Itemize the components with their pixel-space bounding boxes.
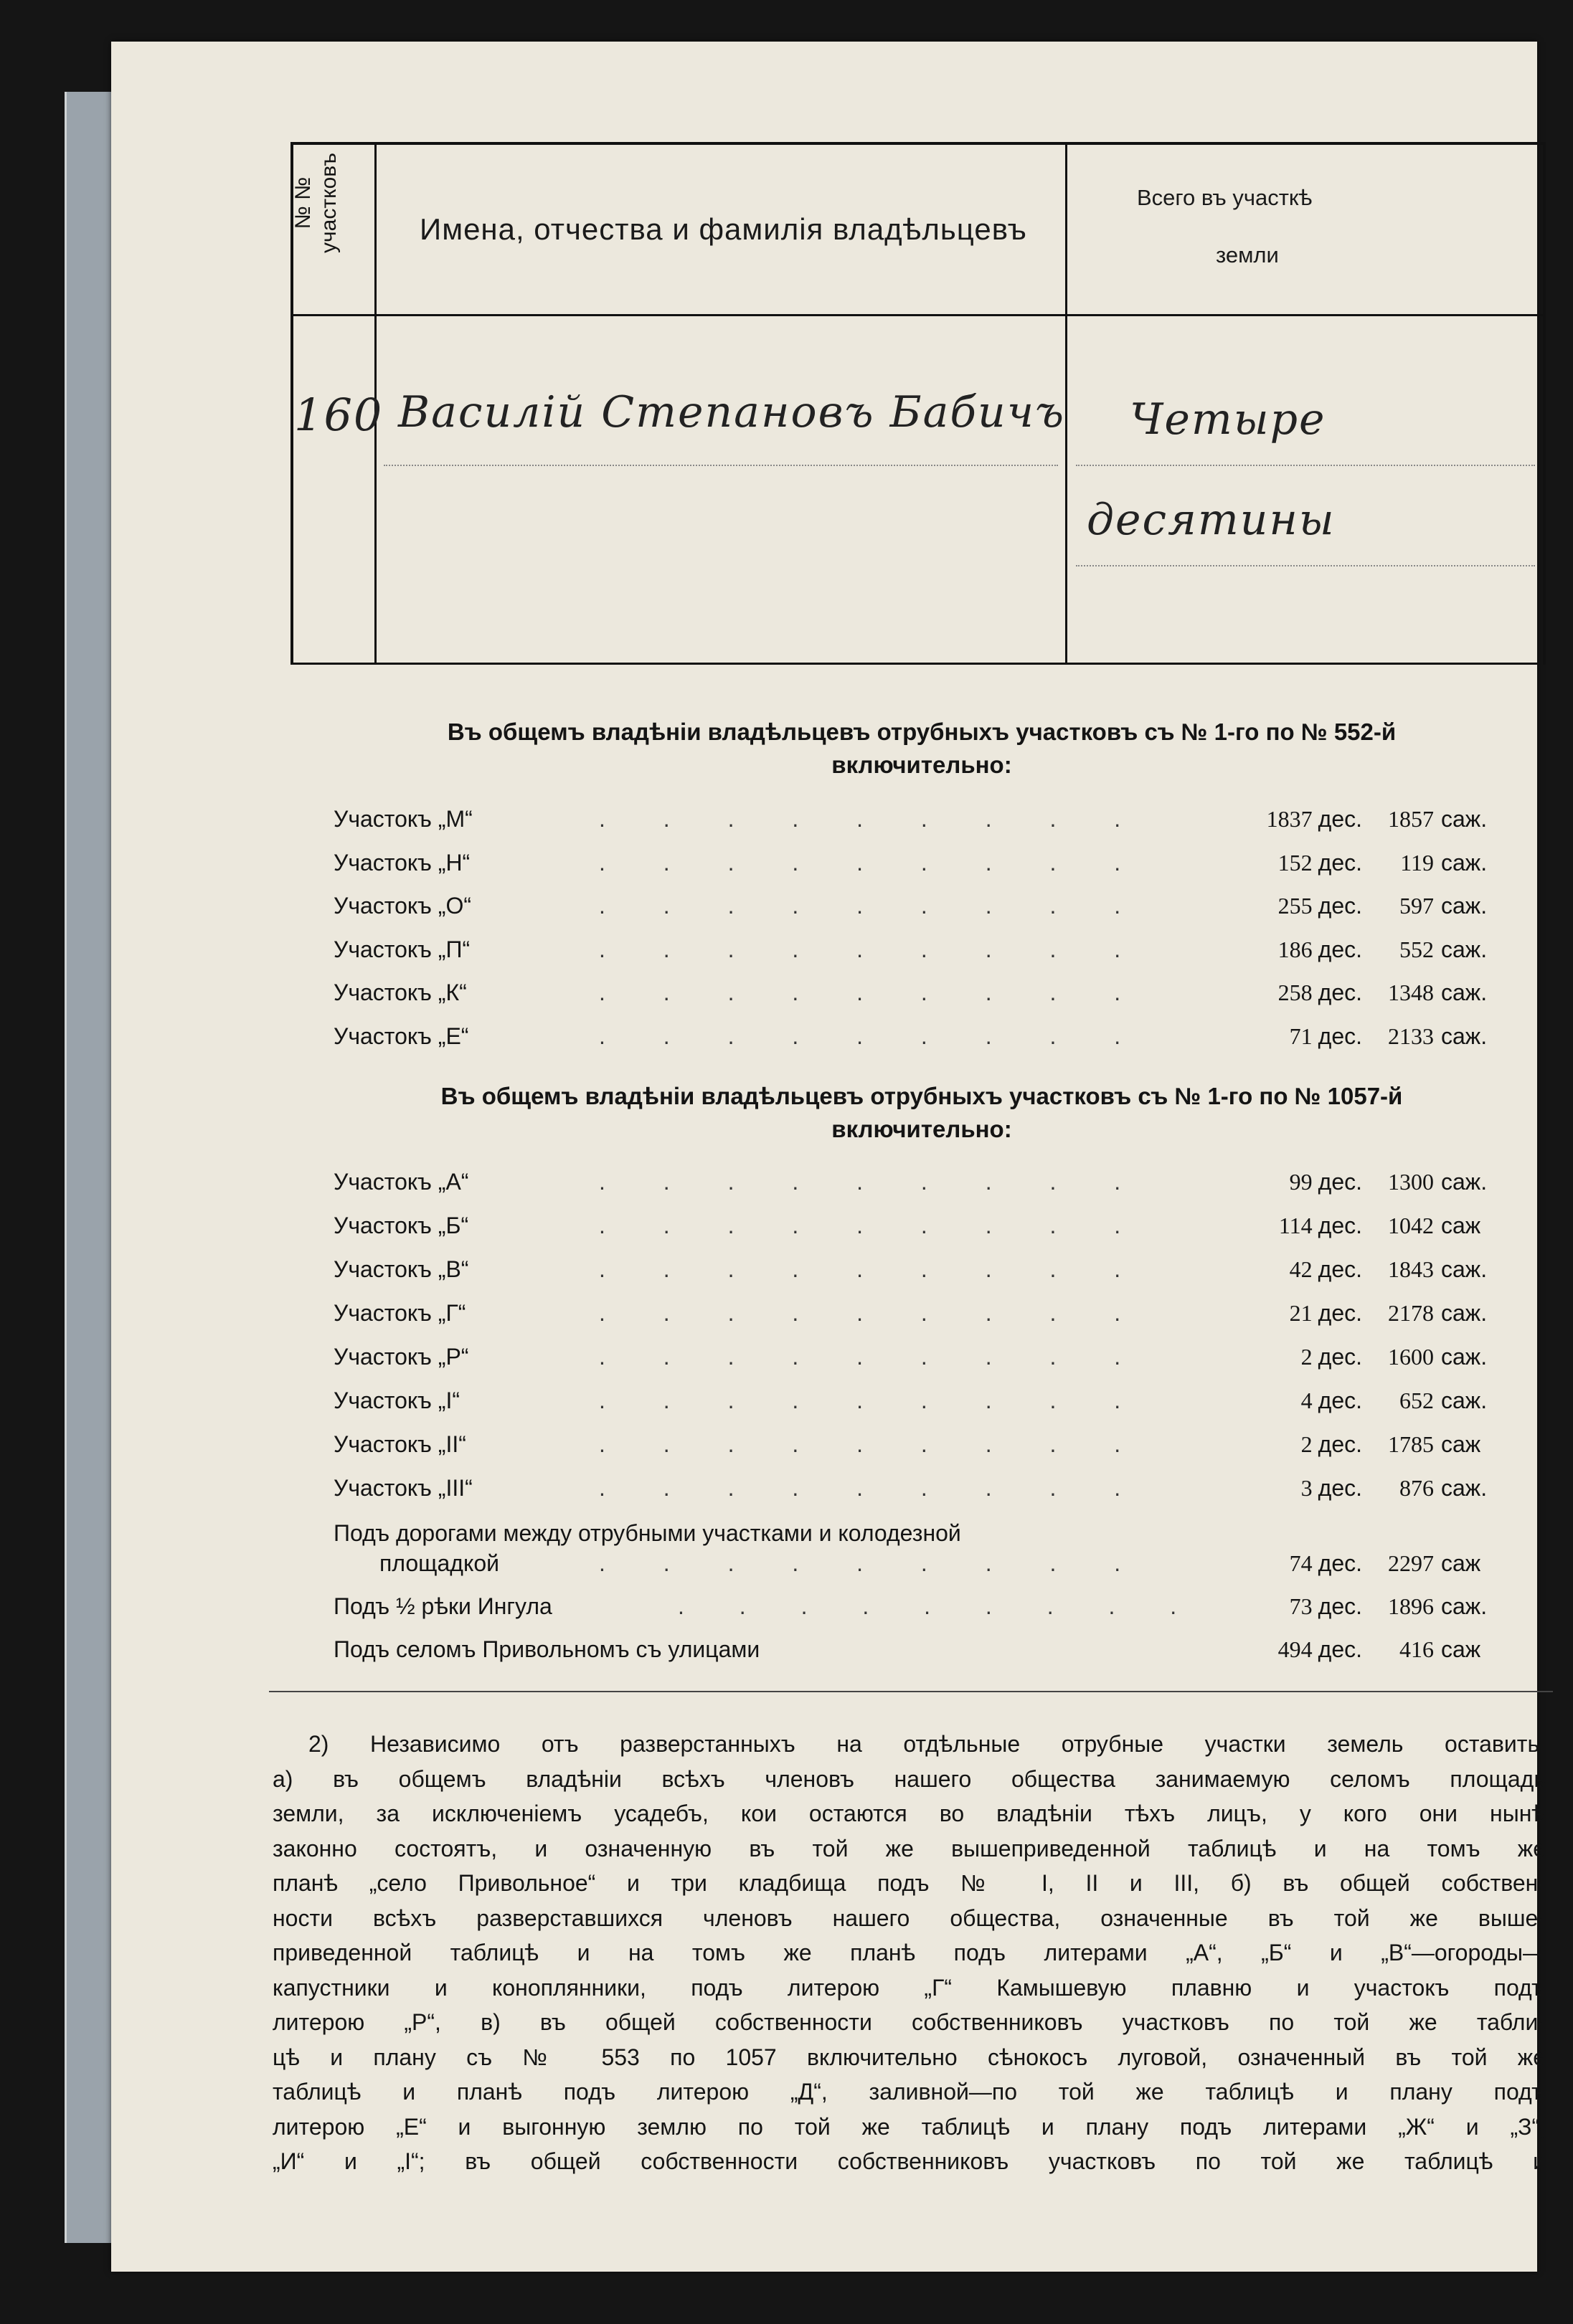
paragraph-line: приведенной таблицѣ и на томъ же планѣ подъ литерами „А“, „Б“ и „В“—огороды— — [273, 1940, 1546, 1965]
area-des: 114 — [1278, 1213, 1313, 1238]
leader-dots: . . . . . . . . . — [599, 1300, 1147, 1326]
leader-dots: . . . . . . . . . — [599, 1475, 1147, 1501]
area-sazh-unit: саж. — [1441, 1023, 1488, 1049]
area-sazh-unit: саж. — [1441, 893, 1488, 919]
area-row-label: Участокъ „III“ — [334, 1475, 473, 1501]
roads-label-line2: площадкой — [379, 1550, 499, 1576]
area-row-label: Участокъ „К“ — [334, 980, 467, 1005]
area-des-unit: дес. — [1318, 1344, 1362, 1370]
area-sazh: 2178 — [1388, 1300, 1434, 1326]
area-sazh-unit: саж. — [1441, 980, 1488, 1005]
area-des: 2 — [1300, 1431, 1313, 1457]
area-row — [334, 1344, 1496, 1378]
column-header-total-line2: земли — [1216, 242, 1279, 267]
area-des: 21 — [1289, 1300, 1313, 1326]
river-label: Подъ ½ рѣки Ингула — [334, 1593, 552, 1619]
area-des-unit: дес. — [1318, 893, 1362, 919]
leader-dots: . . . . . . . . . — [599, 1431, 1147, 1457]
area-row — [334, 1300, 1496, 1334]
roads-des: 74 — [1289, 1550, 1313, 1576]
table-bottom-border — [290, 663, 1539, 665]
leader-dots: . . . . . . . . . — [599, 806, 1147, 832]
area-value — [1248, 1300, 1496, 1327]
leader-dots: . . . . . . . . . — [599, 893, 1147, 919]
roads-des-unit: дес. — [1318, 1550, 1362, 1576]
area-row — [334, 980, 1496, 1014]
column-header-names: Имена, отчества и фамилія владѣльцевъ — [420, 212, 1027, 246]
area-sazh-unit: саж. — [1441, 936, 1488, 962]
village-sazh: 416 — [1399, 1636, 1434, 1662]
leader-dots: . . . . . . . . . — [599, 980, 1147, 1005]
area-sazh-unit: саж. — [1441, 1169, 1488, 1195]
entry-area-line1: Четыре — [1130, 394, 1326, 445]
section1-title: Въ общемъ владѣніи владѣльцевъ отрубныхъ участковъ съ № 1-го по № 552-й включительно: — [447, 718, 1397, 778]
area-sazh: 876 — [1399, 1475, 1434, 1501]
area-sazh-unit: саж. — [1441, 849, 1488, 876]
area-sazh-unit: саж — [1441, 1431, 1481, 1457]
column-header-number: № № участковъ — [291, 153, 341, 253]
area-sazh-unit: саж. — [1441, 1256, 1488, 1282]
area-value — [1248, 1431, 1496, 1458]
area-sazh-unit: саж. — [1441, 1475, 1488, 1501]
leader-dots: . . . . . . . . . — [599, 936, 1147, 962]
area-sazh-unit: саж — [1441, 1213, 1481, 1238]
area-value — [1248, 893, 1496, 919]
area-des: 99 — [1289, 1169, 1313, 1195]
area-des: 2 — [1300, 1344, 1313, 1370]
area-des: 258 — [1277, 980, 1313, 1005]
village-row — [334, 1636, 1496, 1671]
area-des-unit: дес. — [1318, 936, 1362, 962]
area-row — [334, 1213, 1496, 1247]
river-row — [334, 1593, 1496, 1628]
river-des-unit: дес. — [1318, 1593, 1362, 1619]
entry-number: 160 — [294, 389, 384, 441]
river-dots: . . . . . . . . . — [678, 1593, 1201, 1619]
area-row-label: Участокъ „Е“ — [334, 1023, 469, 1049]
area-row-label: Участокъ „М“ — [334, 806, 473, 832]
roads-dots: . . . . . . . . . — [599, 1550, 1147, 1576]
area-row — [334, 1475, 1496, 1509]
paragraph-line: литерою „Р“, в) въ общей собственности собственниковъ участковъ по той же табли- — [273, 2009, 1546, 2035]
area-row — [334, 850, 1496, 884]
leader-dots: . . . . . . . . . — [599, 1023, 1147, 1049]
area-value — [1248, 1256, 1496, 1283]
entry-dotted-line-3 — [1076, 565, 1535, 566]
leader-dots: . . . . . . . . . — [599, 1256, 1147, 1282]
area-des-unit: дес. — [1318, 980, 1362, 1005]
area-sazh-unit: саж. — [1441, 806, 1488, 832]
area-sazh: 1042 — [1388, 1213, 1434, 1238]
area-value — [1248, 936, 1496, 963]
area-des-unit: дес. — [1318, 849, 1362, 876]
area-value — [1248, 806, 1496, 833]
paragraph-line: цѣ и плану съ № 553 по 1057 включительно сѣнокосъ луговой, означенный въ той же — [273, 2044, 1546, 2070]
leader-dots: . . . . . . . . . — [599, 1388, 1147, 1413]
area-value — [1248, 1023, 1496, 1050]
area-des: 71 — [1289, 1023, 1313, 1049]
village-label: Подъ селомъ Привольномъ съ улицами — [334, 1636, 760, 1662]
area-sazh: 597 — [1399, 893, 1434, 919]
table-right-border — [1543, 142, 1546, 665]
area-des-unit: дес. — [1318, 1023, 1362, 1049]
paragraph-line: таблицѣ и планѣ подъ литерою „Д“, заливной—по той же таблицѣ и плану подъ — [273, 2079, 1546, 2105]
area-des-unit: дес. — [1318, 1475, 1362, 1501]
paragraph-line: ности всѣхъ разверставшихся членовъ нашего общества, означенные въ той же выше- — [273, 1905, 1546, 1931]
village-sazh-unit: саж — [1441, 1636, 1481, 1662]
leader-dots: . . . . . . . . . — [599, 849, 1147, 876]
entry-dotted-line-2 — [1076, 465, 1535, 466]
village-des: 494 — [1277, 1636, 1313, 1662]
river-sazh-unit: саж. — [1441, 1593, 1488, 1619]
paragraph-line: „И“ и „І“; въ общей собственности собственниковъ участковъ по той же таблицѣ и — [273, 2148, 1546, 2174]
area-sazh: 1600 — [1388, 1344, 1434, 1370]
river-sazh: 1896 — [1388, 1593, 1434, 1619]
paragraph-line: капустники и коноплянники, подъ литерою „Г“ Камышевую плавню и участокъ подъ — [273, 1974, 1546, 2001]
table-col-divider-2 — [1065, 142, 1067, 665]
area-row — [334, 1256, 1496, 1291]
area-row-label: Участокъ „П“ — [334, 936, 471, 962]
area-value — [1248, 980, 1496, 1006]
leader-dots: . . . . . . . . . — [599, 1213, 1147, 1238]
area-des-unit: дес. — [1318, 1388, 1362, 1413]
village-des-unit: дес. — [1318, 1636, 1362, 1662]
area-des: 3 — [1300, 1475, 1313, 1501]
area-value — [1248, 1475, 1496, 1502]
roads-sazh-unit: саж — [1441, 1550, 1481, 1576]
area-row-label: Участокъ „Г“ — [334, 1300, 466, 1326]
leader-dots: . . . . . . . . . — [599, 1344, 1147, 1370]
area-sazh: 652 — [1399, 1388, 1434, 1413]
paragraph-line: законно состоятъ, и означенную въ той же вышеприведенной таблицѣ и на томъ же — [273, 1835, 1546, 1861]
area-des-unit: дес. — [1318, 1169, 1362, 1195]
roads-row — [334, 1520, 1496, 1585]
area-sazh: 1857 — [1388, 806, 1434, 832]
area-row-label: Участокъ „А“ — [334, 1169, 469, 1195]
roads-label-line1: Подъ дорогами между отрубными участками и колодезной — [334, 1520, 961, 1546]
area-row — [334, 1431, 1496, 1466]
area-des-unit: дес. — [1318, 1213, 1362, 1238]
paragraph-line: а) въ общемъ владѣніи всѣхъ членовъ нашего общества занимаемую селомъ площадь — [273, 1765, 1546, 1792]
area-des-unit: дес. — [1318, 1431, 1362, 1457]
area-row-label: Участокъ „Н“ — [334, 849, 471, 876]
area-des: 255 — [1277, 893, 1313, 919]
table-header-divider — [290, 314, 1546, 316]
area-sazh-unit: саж. — [1441, 1300, 1488, 1326]
area-des: 186 — [1277, 936, 1313, 962]
area-row-label: Участокъ „Р“ — [334, 1344, 469, 1370]
document-page — [111, 42, 1546, 2272]
section2-title: Въ общемъ владѣніи владѣльцевъ отрубныхъ участковъ съ № 1-го по № 1057-й включительно: — [440, 1083, 1403, 1142]
river-area — [1248, 1593, 1496, 1620]
area-sazh: 119 — [1400, 849, 1434, 876]
entry-dotted-line-1 — [384, 465, 1058, 466]
area-value — [1248, 850, 1496, 876]
entry-area-line2: десятины — [1087, 495, 1336, 545]
area-row — [334, 806, 1496, 840]
area-value — [1248, 1388, 1496, 1414]
paragraph-line: литерою „Е“ и выгонную землю по той же таблицѣ и плану подъ литерами „Ж“ и „З“, — [273, 2113, 1546, 2140]
area-row — [334, 1388, 1496, 1422]
area-sazh: 552 — [1399, 936, 1434, 962]
area-row — [334, 893, 1496, 927]
area-row — [334, 1023, 1496, 1058]
village-area — [1248, 1636, 1496, 1663]
body-paragraph — [273, 1727, 1546, 2179]
area-row-label: Участокъ „В“ — [334, 1256, 469, 1282]
area-row-label: Участокъ „II“ — [334, 1431, 466, 1457]
area-sazh-unit: саж. — [1441, 1344, 1488, 1370]
roads-area — [1248, 1550, 1496, 1577]
area-row — [334, 1169, 1496, 1203]
area-row-label: Участокъ „I“ — [334, 1388, 460, 1413]
area-des: 1837 — [1266, 806, 1313, 832]
area-sazh: 2133 — [1388, 1023, 1434, 1049]
entry-owner-name: Василій Степановъ Бабичъ — [398, 387, 1066, 437]
roads-sazh: 2297 — [1388, 1550, 1434, 1576]
paragraph-line: земли, за исключеніемъ усадебъ, кои остаются во владѣніи тѣхъ лицъ, у кого они нынѣ — [273, 1801, 1546, 1826]
column-header-total-line1: Всего въ участкѣ — [1137, 185, 1313, 210]
paragraph-line: планѣ „село Привольное“ и три кладбища подъ № I, II и III, б) въ общей собствен- — [273, 1870, 1546, 1896]
area-row-label: Участокъ „О“ — [334, 893, 471, 919]
area-row — [334, 936, 1496, 971]
area-value — [1248, 1344, 1496, 1370]
area-des: 4 — [1300, 1388, 1313, 1413]
area-value — [1248, 1213, 1496, 1239]
area-value — [1248, 1169, 1496, 1195]
area-des: 152 — [1277, 849, 1313, 876]
area-sazh: 1785 — [1388, 1431, 1434, 1457]
leader-dots: . . . . . . . . . — [599, 1169, 1147, 1195]
paragraph-line: 2) Независимо отъ разверстанныхъ на отдѣльные отрубные участки земель оставить: — [308, 1731, 1546, 1757]
area-des-unit: дес. — [1318, 1300, 1362, 1326]
area-sazh-unit: саж. — [1441, 1388, 1488, 1413]
river-des: 73 — [1289, 1593, 1313, 1619]
section-divider — [269, 1691, 1553, 1692]
table-top-border — [290, 142, 1546, 145]
area-row-label: Участокъ „Б“ — [334, 1213, 469, 1238]
area-des: 42 — [1289, 1256, 1313, 1282]
area-sazh: 1843 — [1388, 1256, 1434, 1282]
area-sazh: 1348 — [1388, 980, 1434, 1005]
area-des-unit: дес. — [1318, 806, 1362, 832]
area-des-unit: дес. — [1318, 1256, 1362, 1282]
area-sazh: 1300 — [1388, 1169, 1434, 1195]
